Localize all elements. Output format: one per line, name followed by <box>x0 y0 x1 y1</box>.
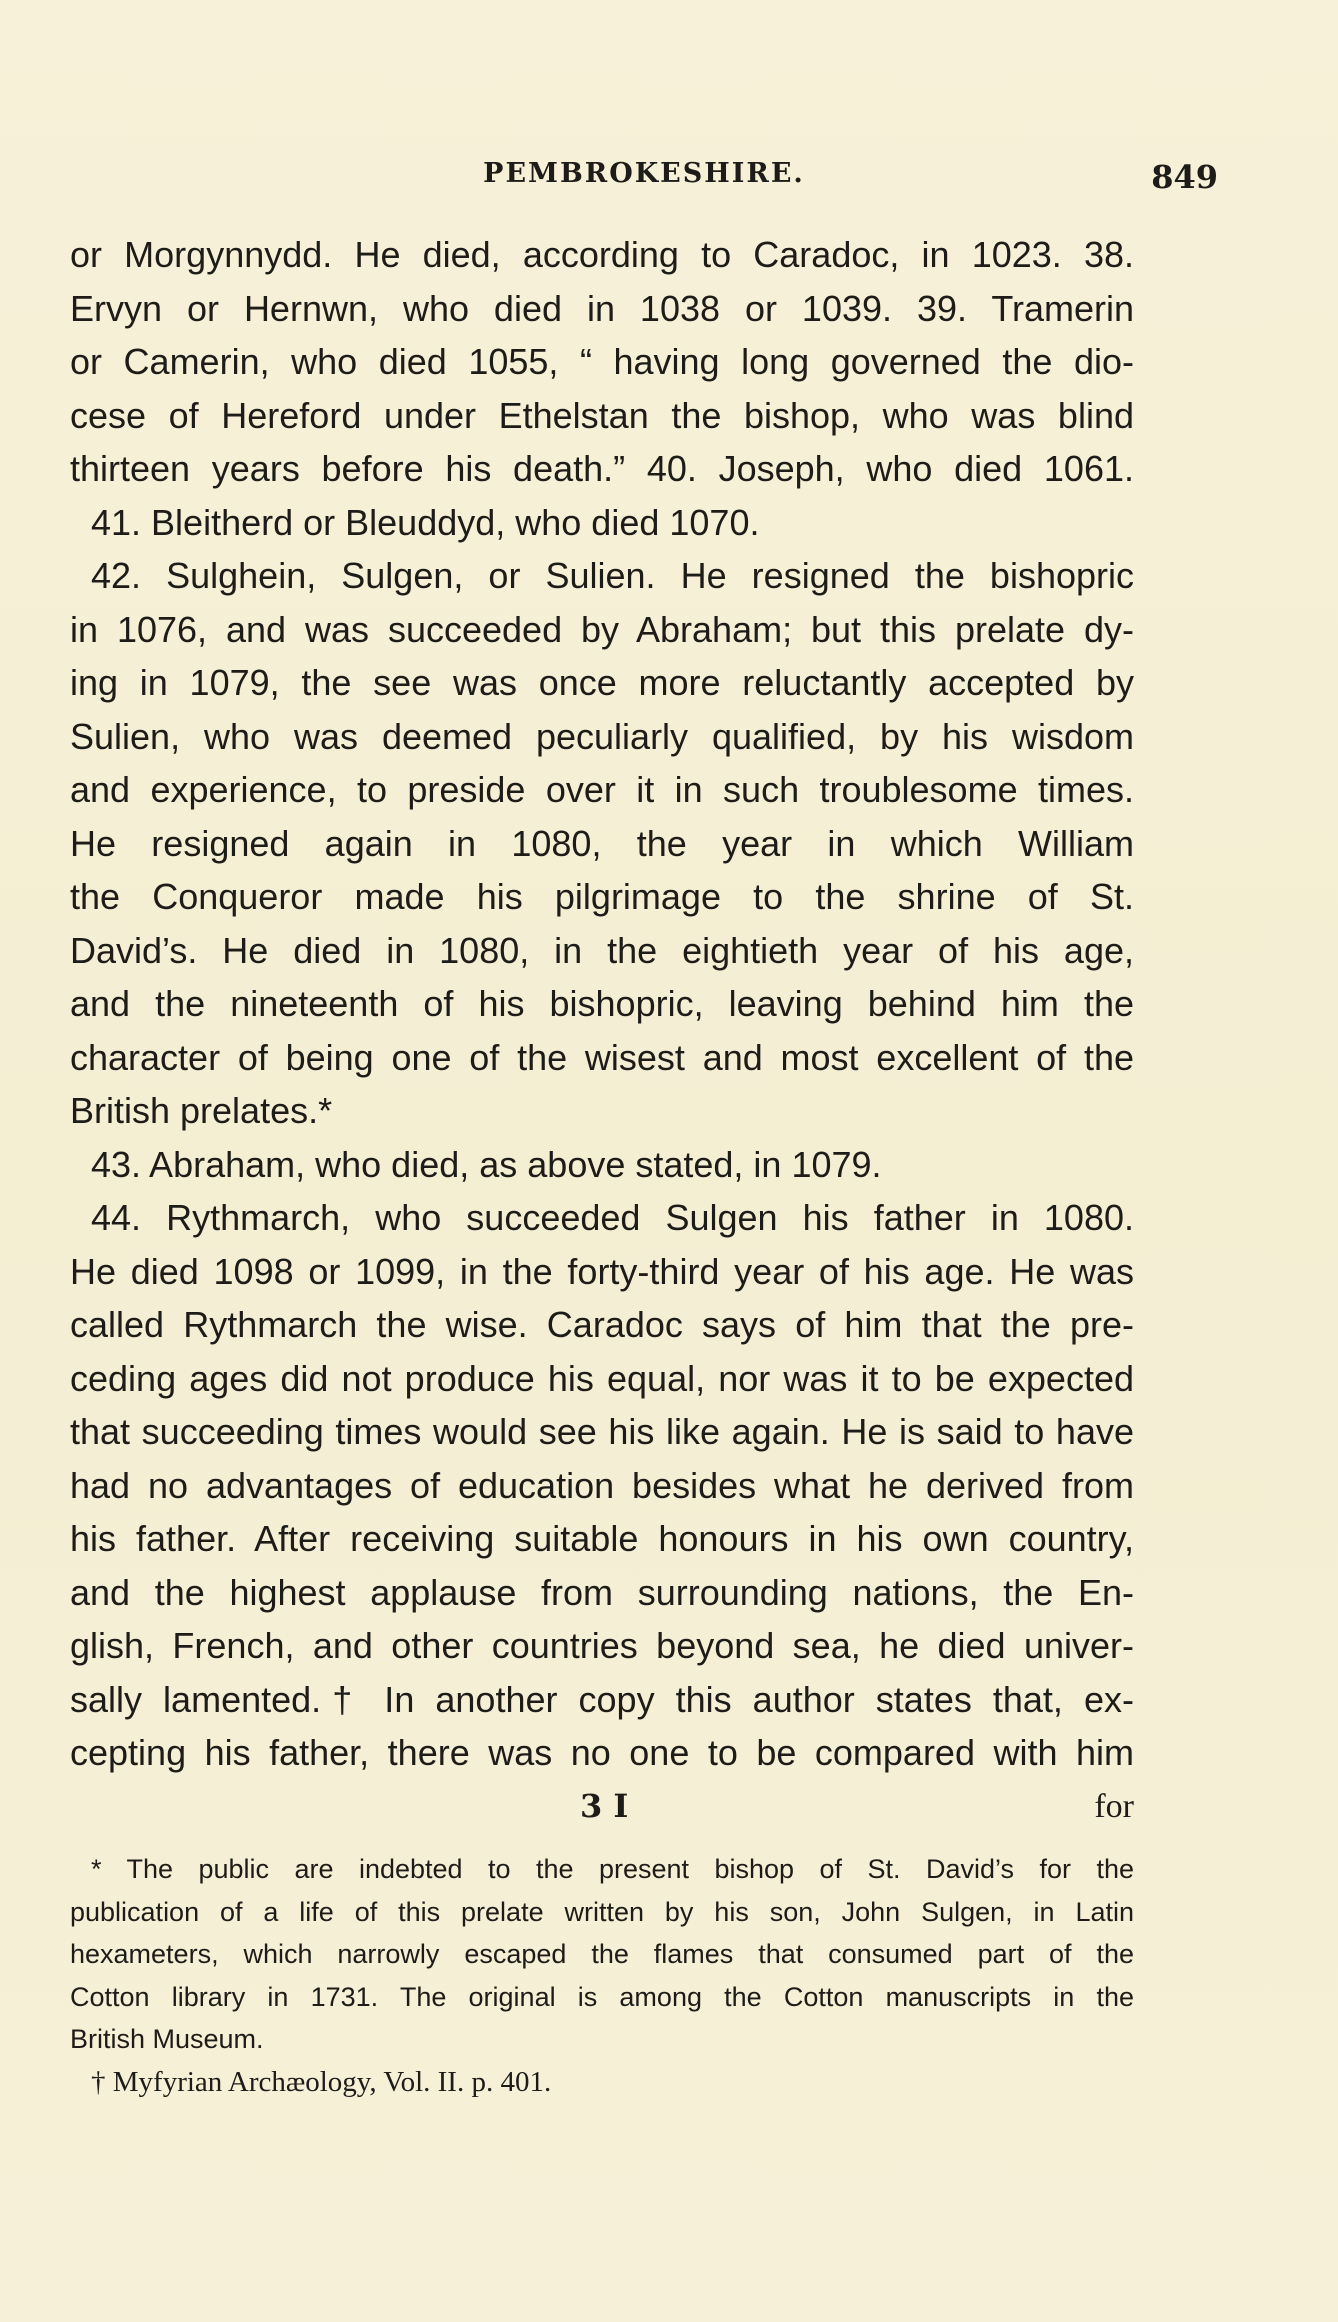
footnote-line: British Museum. <box>70 2024 264 2054</box>
text-line: ing in 1079, the see was once more reluctantly accepted by <box>70 662 1134 703</box>
footnote-line: * The public are indebted to the present bishop of St. David’s for the <box>91 1854 1134 1884</box>
footnote-line: publication of a life of this prelate written by his son, John Sulgen, in Latin <box>70 1896 1134 1927</box>
text-line: or Morgynnydd. He died, according to Caradoc, in 1023. 38. <box>70 234 1134 275</box>
text-line: in 1076, and was succeeded by Abraham; but this prelate dy- <box>70 608 1134 650</box>
page-number: 849 <box>1151 158 1218 196</box>
catchword: for <box>1094 1787 1134 1825</box>
text-line: cepting his father, there was no one to be compared with him <box>70 1732 1134 1773</box>
page-header <box>70 158 1218 198</box>
text-line: 44. Rythmarch, who succeeded Sulgen his father in 1080. <box>91 1197 1134 1238</box>
main-text <box>70 228 1134 1833</box>
footnote-line: † Myfyrian Archæology, Vol. II. p. 401. <box>91 2065 552 2098</box>
signature-line <box>70 1780 1134 1834</box>
text-line: cese of Hereford under Ethelstan the bishop, who was blind <box>70 394 1134 436</box>
text-line: Sulien, who was deemed peculiarly qualified, by his wisdom <box>70 715 1134 757</box>
text-line: the Conqueror made his pilgrimage to the shrine of St. <box>70 876 1134 917</box>
text-line: and the nineteenth of his bishopric, leaving behind him the <box>70 983 1134 1024</box>
footnotes <box>70 1848 1134 2103</box>
running-head: PEMBROKESHIRE. <box>483 158 805 189</box>
footnote-line: hexameters, which narrowly escaped the flames that consumed part of the <box>70 1939 1134 1969</box>
footnote-line: Cotton library in 1731. The original is among the Cotton manuscripts in the <box>70 1981 1134 2012</box>
signature-mark: 3 I <box>580 1786 629 1825</box>
text-line: thirteen years before his death.” 40. Joseph, who died 1061. <box>70 448 1134 489</box>
text-line: ceding ages did not produce his equal, nor was it to be expected <box>70 1357 1134 1399</box>
text-line: or Camerin, who died 1055, “ having long governed the dio- <box>70 341 1134 382</box>
text-line: and the highest applause from surrounding nations, the En- <box>70 1571 1134 1613</box>
text-line: British prelates.* <box>70 1090 333 1131</box>
text-line: called Rythmarch the wise. Caradoc says of him that the pre- <box>70 1304 1134 1345</box>
text-line: 41. Bleitherd or Bleuddyd, who died 1070. <box>91 501 760 543</box>
text-line: glish, French, and other countries beyond sea, he died univer- <box>70 1625 1134 1666</box>
text-line: 43. Abraham, who died, as above stated, in 1079. <box>91 1143 882 1185</box>
text-line: 42. Sulghein, Sulgen, or Sulien. He resigned the bishopric <box>91 555 1134 596</box>
text-line: his father. After receiving suitable honours in his own country, <box>70 1518 1134 1559</box>
text-line: and experience, to preside over it in such troublesome times. <box>70 769 1134 810</box>
text-line: He died 1098 or 1099, in the forty-third year of his age. He was <box>70 1250 1134 1292</box>
text-line: Ervyn or Hernwn, who died in 1038 or 1039. 39. Tramerin <box>70 287 1134 329</box>
text-line: that succeeding times would see his like again. He is said to have <box>70 1411 1134 1452</box>
text-line: character of being one of the wisest and most excellent of the <box>70 1036 1134 1078</box>
text-line: sally lamented.† In another copy this author states that, ex- <box>70 1678 1134 1720</box>
text-line: had no advantages of education besides what he derived from <box>70 1464 1134 1506</box>
text-line: He resigned again in 1080, the year in which William <box>70 822 1134 864</box>
text-line: David’s. He died in 1080, in the eightieth year of his age, <box>70 929 1134 971</box>
